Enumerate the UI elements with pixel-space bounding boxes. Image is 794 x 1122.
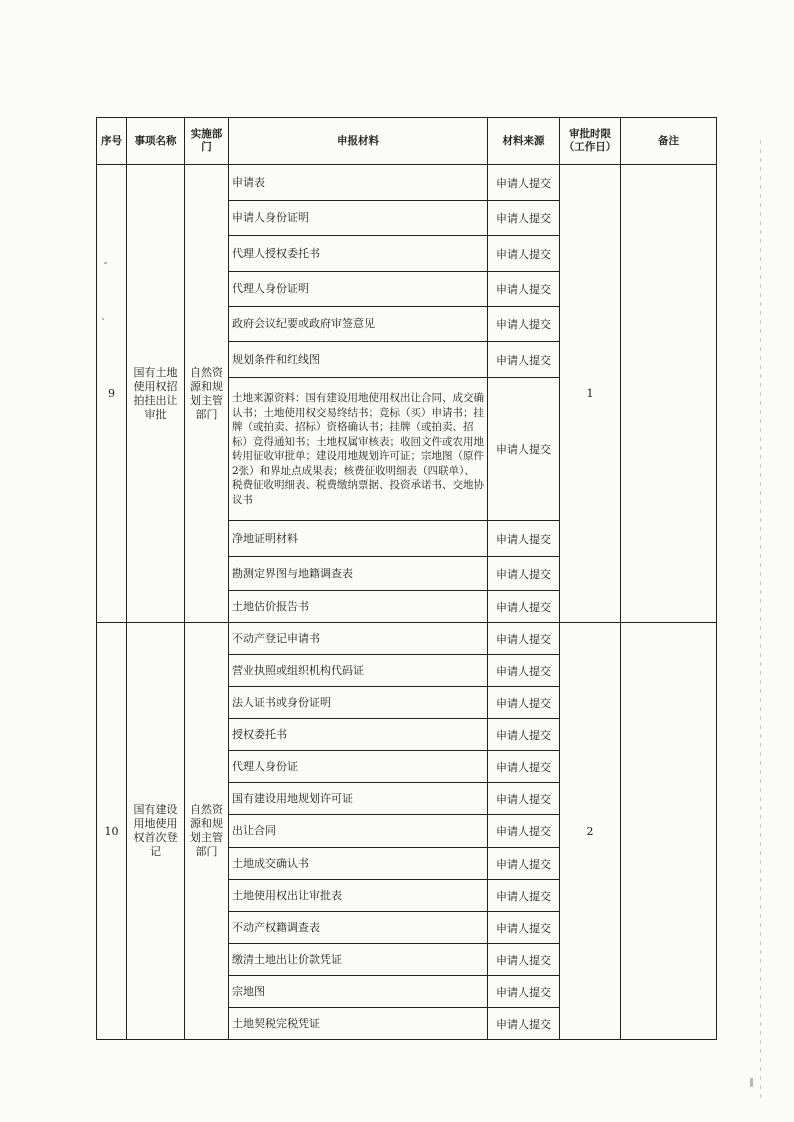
material-cell: 营业执照或组织机构代码证	[229, 655, 488, 687]
material-cell: 缴清土地出让价款凭证	[229, 944, 488, 976]
material-cell: 土地来源资料：国有建设用地使用权出让合同、成交确认书；土地使用权交易终结书；竞标（买）申请书；挂牌（或拍卖、招标）资格确认书；挂牌（或拍卖、招标）竞得通知书；土地权属审核表；收回文件或农用地转用征收审批单；建设用地规划许可证；宗地图（原件2张）和界址点成果表；核费征收明细表（四联单）、税费征收明细表、税费缴纳票据、投资承诺书、交地协议书	[229, 378, 488, 521]
time-limit-cell: 1	[560, 165, 621, 623]
source-cell: 申请人提交	[488, 880, 560, 912]
material-cell: 净地证明材料	[229, 521, 488, 557]
source-cell: 申请人提交	[488, 783, 560, 815]
source-cell: 申请人提交	[488, 623, 560, 655]
material-cell: 国有建设用地规划许可证	[229, 783, 488, 815]
time-limit-cell: 2	[560, 623, 621, 1040]
header-remark: 备注	[621, 118, 717, 165]
material-cell: 勘测定界图与地籍调查表	[229, 557, 488, 591]
source-cell: 申请人提交	[488, 521, 560, 557]
scan-speck	[750, 1078, 753, 1087]
header-materials: 申报材料	[229, 118, 488, 165]
header-source: 材料来源	[488, 118, 560, 165]
header-time-limit: 审批时限（工作日）	[560, 118, 621, 165]
scan-edge-line	[760, 140, 761, 1100]
remark-cell	[621, 165, 717, 623]
source-cell: 申请人提交	[488, 976, 560, 1008]
source-cell: 申请人提交	[488, 201, 560, 236]
material-cell: 土地使用权出让审批表	[229, 880, 488, 912]
source-cell: 申请人提交	[488, 378, 560, 521]
source-cell: 申请人提交	[488, 591, 560, 623]
source-cell: 申请人提交	[488, 557, 560, 591]
material-cell: 不动产权籍调查表	[229, 912, 488, 944]
source-cell: 申请人提交	[488, 165, 560, 201]
source-cell: 申请人提交	[488, 307, 560, 342]
remark-cell	[621, 623, 717, 1040]
source-cell: 申请人提交	[488, 848, 560, 880]
source-cell: 申请人提交	[488, 236, 560, 272]
material-cell: 土地契税完税凭证	[229, 1008, 488, 1040]
material-cell: 土地成交确认书	[229, 848, 488, 880]
material-cell: 宗地图	[229, 976, 488, 1008]
source-cell: 申请人提交	[488, 912, 560, 944]
table-header-row	[97, 118, 717, 165]
material-cell: 规划条件和红线图	[229, 342, 488, 378]
table-row	[97, 623, 717, 655]
source-cell: 申请人提交	[488, 815, 560, 848]
source-cell: 申请人提交	[488, 751, 560, 783]
source-cell: 申请人提交	[488, 655, 560, 687]
department-cell: 自然资源和规划主管部门	[185, 623, 229, 1040]
item-name-cell: 国有土地使用权招拍挂出让审批	[127, 165, 185, 623]
source-cell: 申请人提交	[488, 944, 560, 976]
material-cell: 政府会议纪要或政府审签意见	[229, 307, 488, 342]
department-cell: 自然资源和规划主管部门	[185, 165, 229, 623]
material-cell: 不动产登记申请书	[229, 623, 488, 655]
source-cell: 申请人提交	[488, 719, 560, 751]
material-cell: 出让合同	[229, 815, 488, 848]
seq-cell: 9	[97, 165, 127, 623]
scan-speck	[104, 262, 107, 264]
header-item-name: 事项名称	[127, 118, 185, 165]
material-cell: 法人证书或身份证明	[229, 687, 488, 719]
material-cell: 代理人授权委托书	[229, 236, 488, 272]
item-name-cell: 国有建设用地使用权首次登记	[127, 623, 185, 1040]
header-department: 实施部门	[185, 118, 229, 165]
table-row	[97, 165, 717, 201]
material-cell: 申请表	[229, 165, 488, 201]
scan-speck	[102, 318, 104, 320]
approval-materials-table	[96, 117, 717, 1040]
material-cell: 申请人身份证明	[229, 201, 488, 236]
material-cell: 代理人身份证	[229, 751, 488, 783]
source-cell: 申请人提交	[488, 342, 560, 378]
source-cell: 申请人提交	[488, 272, 560, 307]
header-seq: 序号	[97, 118, 127, 165]
material-cell: 代理人身份证明	[229, 272, 488, 307]
material-cell: 授权委托书	[229, 719, 488, 751]
source-cell: 申请人提交	[488, 687, 560, 719]
material-cell: 土地估价报告书	[229, 591, 488, 623]
source-cell: 申请人提交	[488, 1008, 560, 1040]
table-body	[97, 165, 717, 1040]
seq-cell: 10	[97, 623, 127, 1040]
